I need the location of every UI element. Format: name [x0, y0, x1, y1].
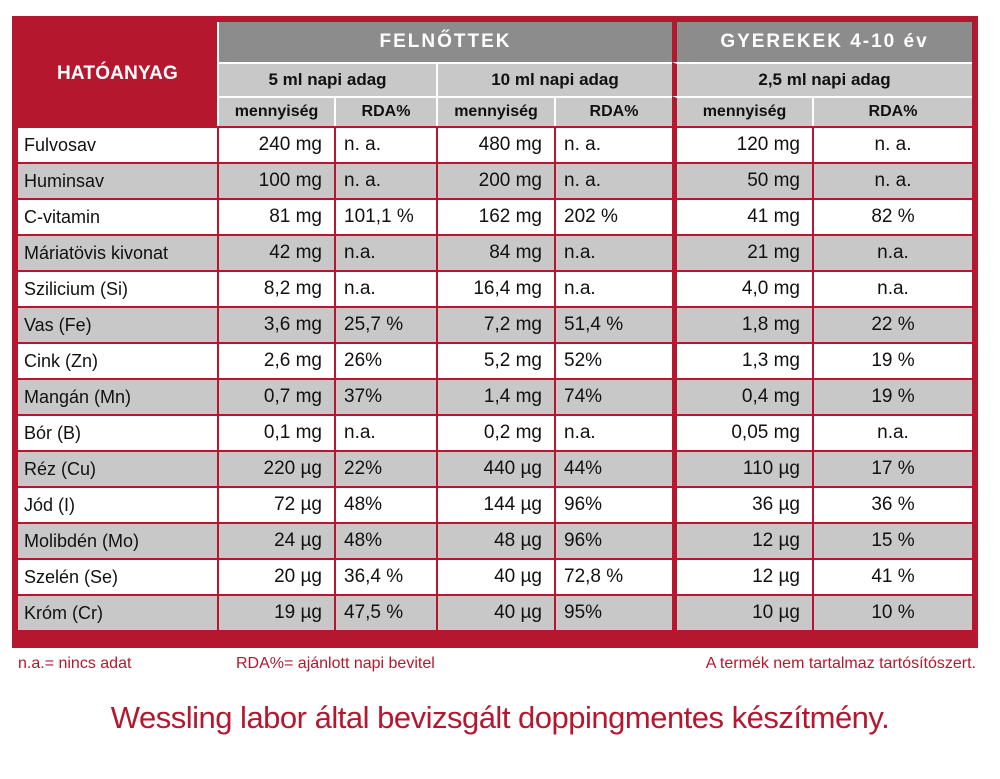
cell-name: C-vitamin [18, 198, 217, 234]
cell-name: Fulvosav [18, 126, 217, 162]
cell-rda-5ml: 26% [334, 342, 436, 378]
cell-rda-10ml: 44% [554, 450, 672, 486]
cell-rda-5ml: n.a. [334, 414, 436, 450]
cell-name: Huminsav [18, 162, 217, 198]
cell-amount-children: 21 mg [672, 234, 812, 270]
cell-amount-5ml: 240 mg [217, 126, 334, 162]
cell-amount-10ml: 440 µg [436, 450, 554, 486]
cell-amount-5ml: 72 µg [217, 486, 334, 522]
cell-rda-10ml: n.a. [554, 414, 672, 450]
cell-amount-children: 12 µg [672, 522, 812, 558]
header-amount-10ml: mennyiség [436, 96, 554, 126]
cell-rda-children: n.a. [812, 414, 972, 450]
header-rda-5ml: RDA% [334, 96, 436, 126]
cell-amount-children: 120 mg [672, 126, 812, 162]
cell-rda-5ml: 36,4 % [334, 558, 436, 594]
table-row [18, 378, 972, 414]
table-row [18, 522, 972, 558]
table-row [18, 486, 972, 522]
cell-rda-5ml: 22% [334, 450, 436, 486]
cell-amount-10ml: 144 µg [436, 486, 554, 522]
cell-amount-children: 1,3 mg [672, 342, 812, 378]
cell-rda-5ml: n.a. [334, 234, 436, 270]
cell-rda-5ml: n. a. [334, 162, 436, 198]
cell-amount-10ml: 84 mg [436, 234, 554, 270]
cell-name: Mangán (Mn) [18, 378, 217, 414]
cell-amount-10ml: 48 µg [436, 522, 554, 558]
cell-rda-5ml: n.a. [334, 270, 436, 306]
cell-name: Szilicium (Si) [18, 270, 217, 306]
cell-rda-5ml: 48% [334, 486, 436, 522]
cell-rda-10ml: n. a. [554, 162, 672, 198]
cell-name: Króm (Cr) [18, 594, 217, 630]
cell-rda-10ml: n. a. [554, 126, 672, 162]
cell-name: Cink (Zn) [18, 342, 217, 378]
cell-rda-children: 82 % [812, 198, 972, 234]
header-rda-children: RDA% [812, 96, 972, 126]
cell-rda-10ml: 72,8 % [554, 558, 672, 594]
cell-amount-children: 12 µg [672, 558, 812, 594]
header-hatoanyag: HATÓANYAG [18, 22, 217, 126]
legend-preservative: A termék nem tartalmaz tartósítószert. [705, 655, 976, 672]
table-row [18, 594, 972, 630]
cell-rda-10ml: 95% [554, 594, 672, 630]
cell-rda-children: 19 % [812, 378, 972, 414]
cell-amount-5ml: 24 µg [217, 522, 334, 558]
table-row [18, 306, 972, 342]
cell-rda-5ml: 101,1 % [334, 198, 436, 234]
cell-rda-children: 22 % [812, 306, 972, 342]
table-row [18, 234, 972, 270]
header-amount-children: mennyiség [672, 96, 812, 126]
cell-amount-10ml: 162 mg [436, 198, 554, 234]
cell-amount-5ml: 2,6 mg [217, 342, 334, 378]
cell-amount-children: 36 µg [672, 486, 812, 522]
cell-amount-10ml: 40 µg [436, 594, 554, 630]
cell-amount-10ml: 0,2 mg [436, 414, 554, 450]
cell-rda-10ml: 96% [554, 522, 672, 558]
cell-amount-5ml: 81 mg [217, 198, 334, 234]
cell-amount-5ml: 0,7 mg [217, 378, 334, 414]
cell-rda-10ml: n.a. [554, 234, 672, 270]
table-row [18, 342, 972, 378]
table-row [18, 126, 972, 162]
cell-rda-10ml: 52% [554, 342, 672, 378]
table-row [18, 270, 972, 306]
cell-amount-5ml: 42 mg [217, 234, 334, 270]
cell-amount-5ml: 3,6 mg [217, 306, 334, 342]
cell-amount-10ml: 200 mg [436, 162, 554, 198]
cell-rda-10ml: 51,4 % [554, 306, 672, 342]
cell-rda-children: 19 % [812, 342, 972, 378]
cell-name: Jód (I) [18, 486, 217, 522]
cell-rda-children: n.a. [812, 270, 972, 306]
cell-amount-10ml: 1,4 mg [436, 378, 554, 414]
cell-amount-children: 1,8 mg [672, 306, 812, 342]
cell-rda-10ml: 96% [554, 486, 672, 522]
cell-rda-5ml: 47,5 % [334, 594, 436, 630]
cell-amount-10ml: 40 µg [436, 558, 554, 594]
cell-amount-10ml: 16,4 mg [436, 270, 554, 306]
table-row [18, 558, 972, 594]
cell-name: Vas (Fe) [18, 306, 217, 342]
cell-amount-5ml: 19 µg [217, 594, 334, 630]
cell-rda-children: 41 % [812, 558, 972, 594]
cell-rda-children: 15 % [812, 522, 972, 558]
legend-na: n.a.= nincs adat [18, 655, 132, 672]
cell-amount-children: 110 µg [672, 450, 812, 486]
header-rda-10ml: RDA% [554, 96, 672, 126]
header-dose-5ml: 5 ml napi adag [217, 62, 436, 96]
cell-rda-10ml: 74% [554, 378, 672, 414]
cell-rda-children: 36 % [812, 486, 972, 522]
table-row [18, 162, 972, 198]
legend-rda: RDA%= ajánlott napi bevitel [236, 655, 435, 672]
cell-amount-children: 10 µg [672, 594, 812, 630]
cell-name: Máriatövis kivonat [18, 234, 217, 270]
cell-rda-10ml: 202 % [554, 198, 672, 234]
cell-rda-10ml: n.a. [554, 270, 672, 306]
cell-amount-children: 41 mg [672, 198, 812, 234]
header-amount-5ml: mennyiség [217, 96, 334, 126]
header-dose-10ml: 10 ml napi adag [436, 62, 672, 96]
cell-amount-children: 4,0 mg [672, 270, 812, 306]
cell-rda-children: 10 % [812, 594, 972, 630]
cell-rda-5ml: n. a. [334, 126, 436, 162]
cell-amount-5ml: 8,2 mg [217, 270, 334, 306]
table-row [18, 414, 972, 450]
nutrition-table [18, 22, 972, 630]
cell-rda-children: n. a. [812, 162, 972, 198]
cell-amount-10ml: 5,2 mg [436, 342, 554, 378]
cell-name: Bór (B) [18, 414, 217, 450]
cell-amount-children: 0,05 mg [672, 414, 812, 450]
table-row [18, 198, 972, 234]
cell-rda-children: n.a. [812, 234, 972, 270]
table-body [18, 126, 972, 630]
cell-amount-5ml: 100 mg [217, 162, 334, 198]
cell-amount-5ml: 0,1 mg [217, 414, 334, 450]
cell-amount-children: 0,4 mg [672, 378, 812, 414]
cell-name: Réz (Cu) [18, 450, 217, 486]
header-group-adults: FELNŐTTEK [217, 22, 672, 62]
cell-rda-children: n. a. [812, 126, 972, 162]
cell-amount-children: 50 mg [672, 162, 812, 198]
cell-amount-5ml: 20 µg [217, 558, 334, 594]
table-row [18, 450, 972, 486]
cell-rda-children: 17 % [812, 450, 972, 486]
cell-amount-10ml: 480 mg [436, 126, 554, 162]
cell-rda-5ml: 25,7 % [334, 306, 436, 342]
header-dose-25ml: 2,5 ml napi adag [672, 62, 972, 96]
cell-name: Szelén (Se) [18, 558, 217, 594]
cell-rda-5ml: 37% [334, 378, 436, 414]
cell-name: Molibdén (Mo) [18, 522, 217, 558]
header-group-children: GYEREKEK 4-10 év [672, 22, 972, 62]
cell-rda-5ml: 48% [334, 522, 436, 558]
cell-amount-5ml: 220 µg [217, 450, 334, 486]
footer-statement: Wessling labor által bevizsgált doppingmentes készítmény. [110, 700, 890, 735]
cell-amount-10ml: 7,2 mg [436, 306, 554, 342]
